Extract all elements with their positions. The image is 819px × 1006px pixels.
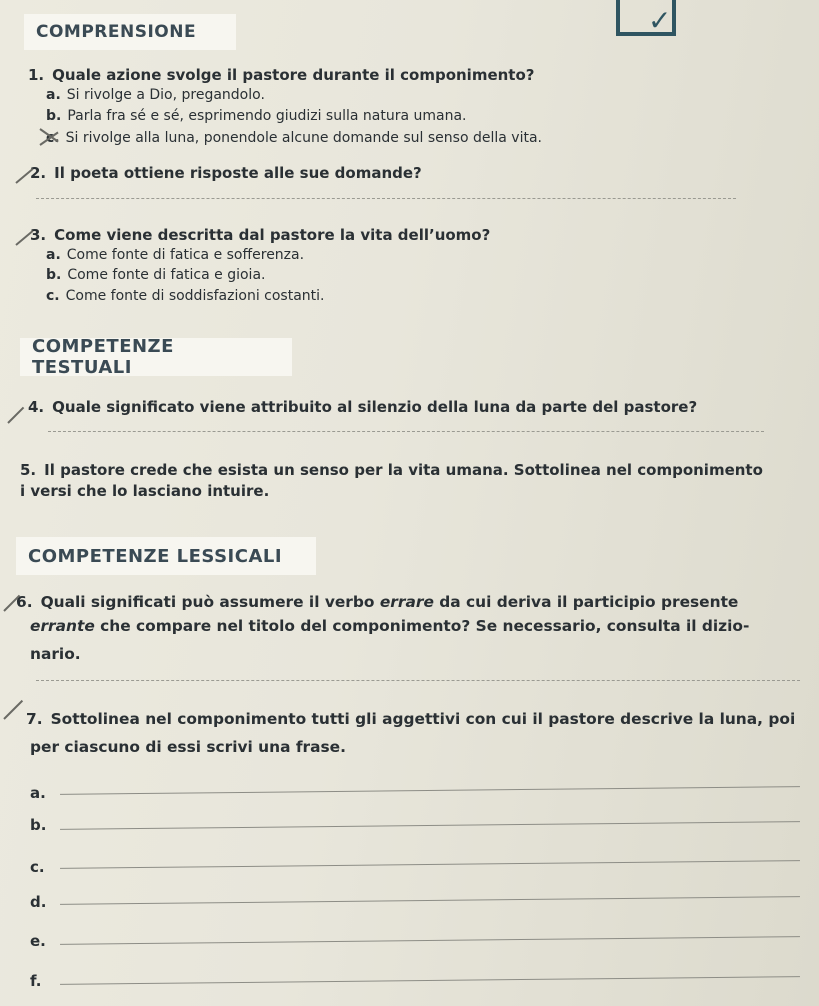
question-text: Quale azione svolge il pastore durante il componimento? xyxy=(52,66,535,84)
question-text: nario. xyxy=(30,645,81,663)
option-letter: a. xyxy=(46,247,61,263)
question-number: 7. xyxy=(26,710,43,728)
question-number: 5. xyxy=(20,461,37,479)
option-text: Parla fra sé e sé, esprimendo giudizi sulla natura umana. xyxy=(67,108,467,124)
answer-line[interactable] xyxy=(60,936,800,945)
question-5-continued xyxy=(20,482,269,500)
answer-item-f-label: f. xyxy=(30,972,42,990)
q1-option-a[interactable] xyxy=(46,87,265,103)
question-text: che compare nel titolo del componimento? Se necessario, consulta il dizio- xyxy=(94,617,750,635)
answer-line[interactable] xyxy=(48,431,764,432)
answer-line[interactable] xyxy=(60,821,800,830)
option-text: Come fonte di fatica e sofferenza. xyxy=(66,247,305,263)
option-text: Si rivolge a Dio, pregandolo. xyxy=(66,87,265,103)
answer-line[interactable] xyxy=(36,680,800,681)
section-header-competenze-testuali xyxy=(20,338,292,376)
q3-option-a[interactable] xyxy=(46,247,304,263)
section-title: COMPETENZE LESSICALI xyxy=(28,545,283,567)
verb-emphasis: errare xyxy=(379,593,434,611)
answer-line[interactable] xyxy=(60,896,800,905)
question-text: da cui deriva il participio presente xyxy=(433,593,739,611)
answer-line[interactable] xyxy=(60,976,800,985)
question-number: 2. xyxy=(30,164,47,182)
question-text: Il pastore crede che esista un senso per la vita umana. Sottolinea nel componimento xyxy=(44,461,763,479)
q1-option-c[interactable] xyxy=(46,130,542,146)
section-title: COMPETENZE TESTUALI xyxy=(32,336,174,378)
option-text: Come fonte di fatica e gioia. xyxy=(67,267,266,283)
answer-line[interactable] xyxy=(60,786,800,795)
question-text: Quali significati può assumere il verbo xyxy=(40,593,380,611)
answer-line[interactable] xyxy=(60,860,800,869)
question-text: Quale significato viene attribuito al silenzio della luna da parte del pastore? xyxy=(52,398,698,416)
option-text: Come fonte di soddisfazioni costanti. xyxy=(65,288,325,304)
question-6-line-2 xyxy=(30,617,749,635)
option-text: Si rivolge alla luna, ponendole alcune domande sul senso della vita. xyxy=(65,130,542,146)
answer-item-a-label: a. xyxy=(30,784,46,802)
answer-item-c-label: c. xyxy=(30,858,45,876)
answer-line[interactable] xyxy=(36,198,736,199)
question-6 xyxy=(16,593,738,611)
question-number: 3. xyxy=(30,226,47,244)
question-3 xyxy=(30,226,490,244)
pencil-tick-icon xyxy=(3,700,23,720)
question-text: Il poeta ottiene risposte alle sue domande? xyxy=(54,164,422,182)
q3-option-b[interactable] xyxy=(46,267,265,283)
question-5 xyxy=(20,461,763,479)
question-number: 1. xyxy=(28,66,45,84)
question-text: Come viene descritta dal pastore la vita dell’uomo? xyxy=(54,226,491,244)
question-6-line-3 xyxy=(30,645,81,663)
option-letter: c. xyxy=(46,288,60,304)
question-text: per ciascuno di essi scrivi una frase. xyxy=(30,738,346,756)
question-number: 4. xyxy=(28,398,45,416)
participle-emphasis: errante xyxy=(30,617,95,635)
pencil-tick-icon xyxy=(7,407,24,424)
answer-item-e-label: e. xyxy=(30,932,46,950)
question-7-line-2 xyxy=(30,738,346,756)
section-header-competenze-lessicali xyxy=(16,537,316,575)
section-title: COMPRENSIONE xyxy=(36,22,197,42)
option-letter: c. xyxy=(46,130,60,146)
option-letter: a. xyxy=(46,87,61,103)
question-text: i versi che lo lasciano intuire. xyxy=(20,482,270,500)
question-4 xyxy=(28,398,697,416)
checkmark-icon: ✓ xyxy=(648,4,672,37)
question-1 xyxy=(28,66,534,84)
q1-option-b[interactable] xyxy=(46,108,467,124)
question-number: 6. xyxy=(16,593,33,611)
question-7 xyxy=(26,710,795,728)
answer-item-b-label: b. xyxy=(30,816,47,834)
question-text: Sottolinea nel componimento tutti gli aggettivi con cui il pastore descrive la luna, poi xyxy=(50,710,796,728)
answer-item-d-label: d. xyxy=(30,893,47,911)
section-header-comprensione xyxy=(24,14,236,50)
q3-option-c[interactable] xyxy=(46,288,324,304)
option-letter: b. xyxy=(46,267,62,283)
option-letter: b. xyxy=(46,108,62,124)
question-2 xyxy=(30,164,422,182)
